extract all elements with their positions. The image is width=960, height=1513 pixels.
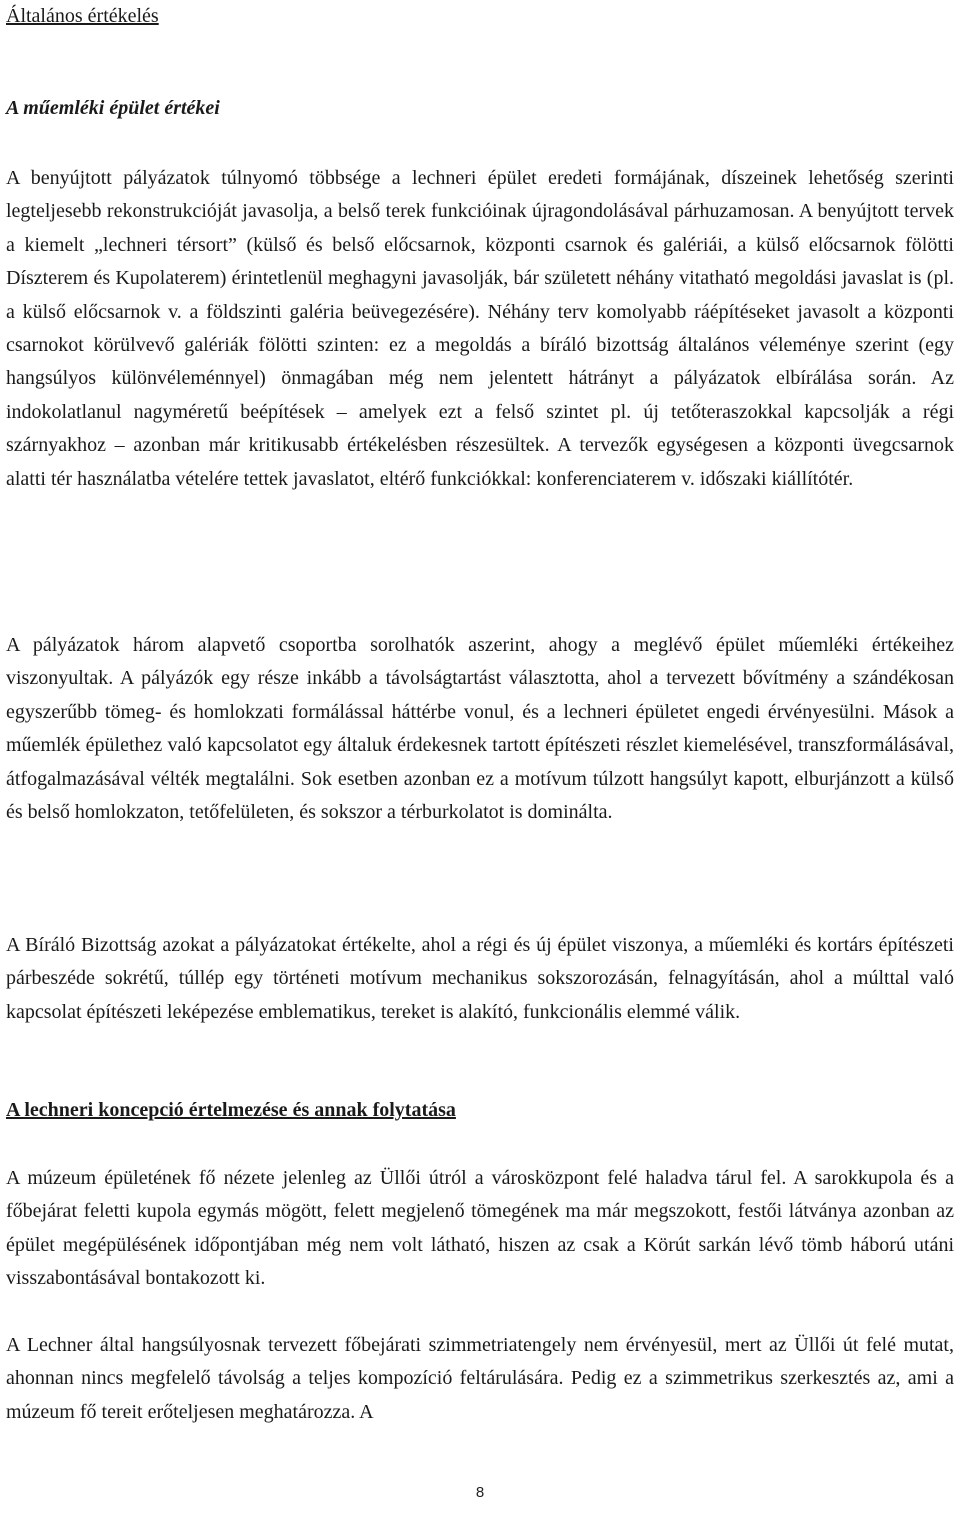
section-heading-monument-values: A műemléki épület értékei xyxy=(6,97,220,119)
paragraph: A múzeum épületének fő nézete jelenleg az Üllői útról a városközpont felé haladva tárul fel. A sarokkupola és a főbejárat feletti kupola egymás mögött, felett megjelenő tömegének ma már megszokott, festői látványa azonban az épület megépülésének időpontjában még nem volt látható, hiszen az csak a Körút sarkán lévő tömb háború utáni visszabontásával bontakozott ki. xyxy=(6,1167,954,1290)
paragraph: A Bíráló Bizottság azokat a pályázatokat értékelte, ahol a régi és új épület viszonya, a műemléki és kortárs építészeti párbeszéde sokrétű, túllép egy történeti motívum mechanikus sokszorozásán, felnagyításán, ahol a múlttal való kapcsolat építészeti leképezése emblematikus, tereket is alakító, funkcionális elemmé válik. xyxy=(6,934,954,1023)
paragraph: A benyújtott pályázatok túlnyomó többsége a lechneri épület eredeti formájának, díszeinek lehetőség szerinti legteljesebb rekonstrukcióját javasolja, a belső terek funkcióinak újragondolásával párhuzamosan. A benyújtott tervek a kiemelt „lechneri térsort” (külső és belső előcsarnok, központi csarnok és galériái, a külső előcsarnok fölötti Díszterem és Kupolaterem) érintetlenül meghagyni javasolják, bár született néhány vitatható megoldási javaslat is (pl. a külső előcsarnok v. a földszinti galéria beüvegezésére). Néhány terv komolyabb ráépítéseket javasolt a központi csarnokot körülvevő galériák fölötti szinten: ez a megoldás a bíráló bizottság általános véleménye szerint (egy hangsúlyos különvéleménnyel) önmagában még nem jelentett hátrányt a pályázatok elbírálása során. Az indokolatlanul nagyméretű beépítések – amelyek ezt a felső szintet pl. új tetőteraszokkal kapcsolják a régi szárnyakhoz – azonban már kritikusabb értékelésben részesültek. A tervezők egységesen a központi üvegcsarnok alatti tér használatba vételére tettek javaslatot, eltérő funkciókkal: konferenciaterem v. időszaki kiállítótér. xyxy=(6,167,954,490)
paragraph: A Lechner által hangsúlyosnak tervezett főbejárati szimmetriatengely nem érvényesül, mert az Üllői út felé mutat, ahonnan nincs megfelelő távolság a teljes kompozíció feltárulására. Pedig ez a szimmetrikus szerkesztés az, ami a múzeum fő tereit erőteljesen meghatározza. A xyxy=(6,1334,954,1423)
paragraph: A pályázatok három alapvető csoportba sorolhatók aszerint, ahogy a meglévő épület műemléki értékeihez viszonyultak. A pályázók egy része inkább a távolságtartást választotta, ahol a tervezett bővítmény a szándékosan egyszerűbb tömeg- és homlokzati formálással háttérbe vonul, és a lechneri épületet engedi érvényesülni. Mások a műemlék épülethez való kapcsolatot egy általuk érdekesnek tartott építészeti részlet kiemelésével, transzformálásával, átfogalmazásával vélték megtalálni. Sok esetben azonban ez a motívum túlzott hangsúlyt kapott, elburjánzott a külső és belső homlokzaton, tetőfelületen, és sokszor a térburkolatot is dominálta. xyxy=(6,634,954,824)
document-title: Általános értékelés xyxy=(6,5,159,27)
page-number: 8 xyxy=(475,1484,485,1501)
section-heading-lechner-concept: A lechneri koncepció értelmezése és annak folytatása xyxy=(6,1099,456,1121)
